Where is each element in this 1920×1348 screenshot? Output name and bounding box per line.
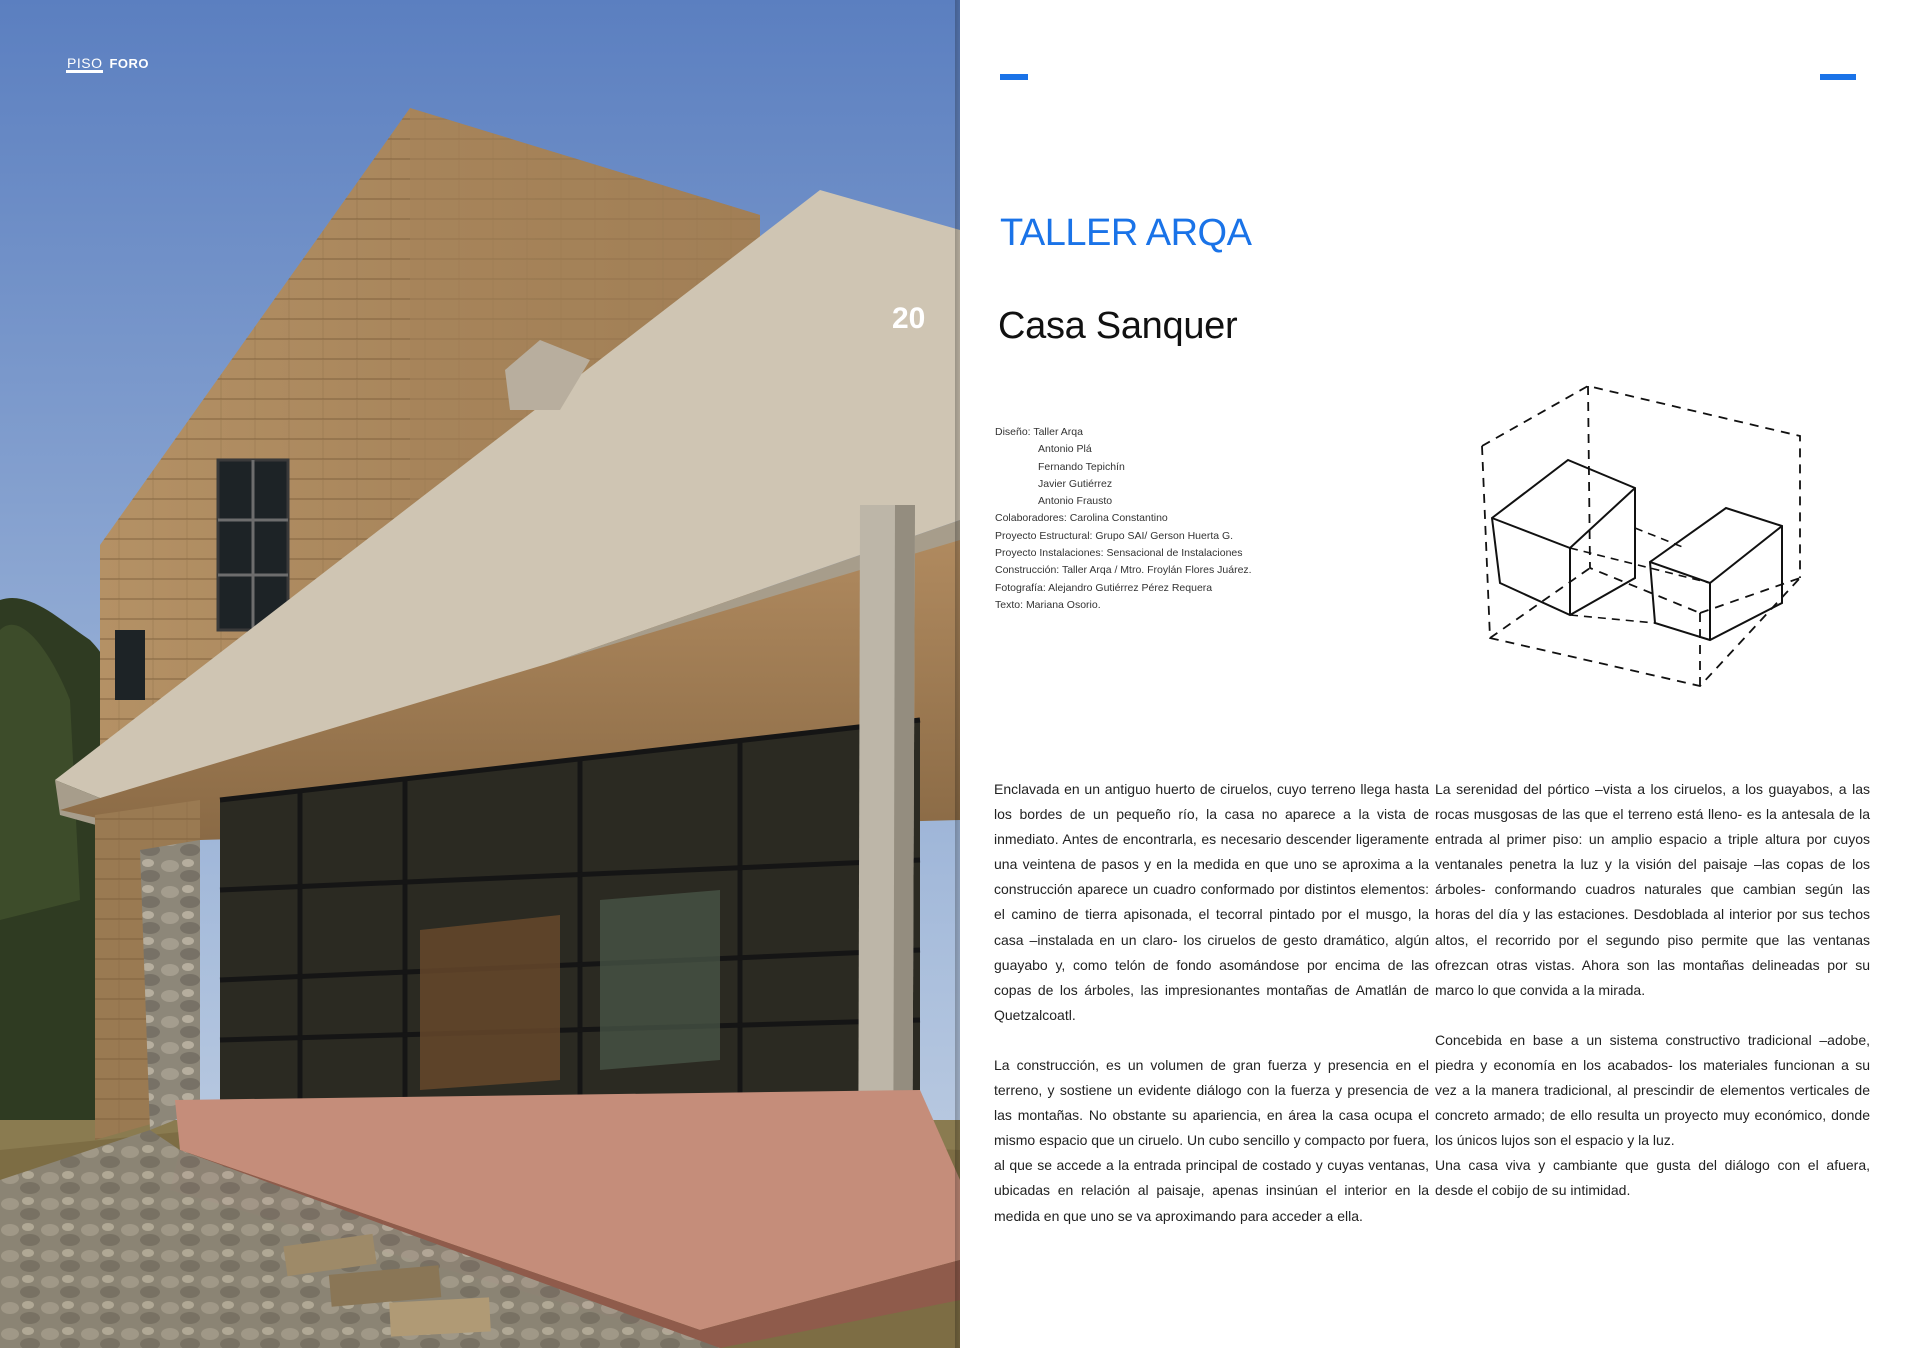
credit-label: Diseño: [995, 426, 1031, 438]
accent-dash-right [1820, 74, 1856, 80]
credit-label: Fotografía: [995, 581, 1046, 594]
credit-row [995, 459, 1252, 476]
credit-value: Grupo SAI/ Gerson Huerta G. [1095, 529, 1234, 542]
body-paragraph: Enclavada en un antiguo huerto de ciruelos, cuyo terreno llega hasta los bordes de un pequeño río, la casa no aparece a la vista de inmediato. Antes de encontrarla, es necesario descender ligeramente una veintena de pasos y en la medida en que uno se aproxima a la construcción aparece un cuadro conformado por distintos elementos: el camino de tierra apisonada, el tecorral pintado por el musgo, la casa –instalada en un claro- los ciruelos de gesto dramático, algún guayabo y, como telón de fondo asomándose por encima de las copas de los árboles, las impresionantes montañas de Amatlán de Quetzalcoatl. [994, 781, 1429, 1023]
section-label: FORO [109, 56, 150, 71]
body-paragraph: Concebida en base a un sistema constructivo tradicional –adobe, piedra y economía en los acabados- los materiales funcionan a su vez a la manera tradicional, al prescindir de elementos verticales de concreto armado; de ello resulta un proyecto muy económico, donde los únicos lujos son el espacio y la luz. [1435, 1031, 1870, 1149]
text-column-right [1435, 777, 1870, 1204]
concept-sketch-diagram [1470, 378, 1830, 698]
credit-row [995, 441, 1252, 458]
credit-row [995, 562, 1252, 579]
credit-row [995, 424, 1252, 441]
credit-value: Mariana Osorio. [1025, 598, 1101, 611]
credit-value: Antonio Frausto [1038, 495, 1113, 508]
credit-row [995, 476, 1252, 493]
credit-label: Proyecto Estructural: [995, 529, 1093, 542]
credit-row [995, 597, 1252, 614]
credit-value: Javier Gutiérrez [1038, 477, 1113, 490]
credit-value: Carolina Constantino [1069, 512, 1168, 525]
project-title: Casa Sanquer [998, 305, 1238, 347]
page-number: 20 [892, 302, 926, 335]
credit-label: Colaboradores: [995, 512, 1067, 525]
credit-row [995, 580, 1252, 597]
credit-label: Construcción: [995, 564, 1060, 577]
credit-value: Antonio Plá [1038, 443, 1092, 456]
credit-row [995, 493, 1252, 510]
text-column-left [994, 777, 1429, 1229]
body-paragraph: La serenidad del pórtico –vista a los ciruelos, a los guayabos, a las rocas musgosas de las que el terreno está lleno- es la antesala de la entrada al primer piso: un amplio espacio a triple altura por cuyos ventanales penetra la luz y la visión del paisaje –las copas de los árboles- conformando cuadros naturales que cambian según las horas del día y las estaciones. Desdoblada al interior por sus techos altos, el recorrido por el segundo piso permite que las ventanas ofrezcan otras vistas. Ahora son las montañas delineadas por su marco lo que convida a la mirada. [1435, 781, 1870, 998]
credit-value: Taller Arqa / Mtro. Froylán Flores Juárez. [1061, 564, 1252, 577]
body-paragraph: Una casa viva y cambiante que gusta del diálogo con el afuera, desde el cobijo de su intimidad. [1435, 1157, 1870, 1199]
credits-list [995, 424, 1252, 614]
body-paragraph: La construcción, es un volumen de gran fuerza y presencia en el terreno, y sostiene un evidente diálogo con la fuerza y presencia de las montañas. No obstante su apariencia, en área la casa ocupa el mismo espacio que un ciruelo. Un cubo sencillo y compacto por fuera, al que se accede a la entrada principal de costado y cuyas ventanas, ubicadas en relación al paisaje, apenas insinúan el interior en la medida en que uno se va aproximando para acceder a ella. [994, 1056, 1429, 1224]
masthead [66, 56, 149, 73]
credit-row [995, 528, 1252, 545]
credit-label: Proyecto Instalaciones: [995, 547, 1104, 560]
credit-value: Sensacional de Instalaciones [1106, 547, 1243, 560]
credit-value: Alejandro Gutiérrez Pérez Requera [1048, 581, 1213, 594]
credit-value: Taller Arqa [1033, 426, 1083, 438]
credit-value: Fernando Tepichín [1038, 460, 1125, 473]
accent-dash-left [1000, 74, 1028, 80]
credit-row [995, 545, 1252, 562]
credit-row [995, 510, 1252, 527]
studio-name: TALLER ARQA [1000, 212, 1252, 254]
credit-label: Texto: [995, 598, 1024, 611]
magazine-logo: PISO [67, 55, 103, 71]
